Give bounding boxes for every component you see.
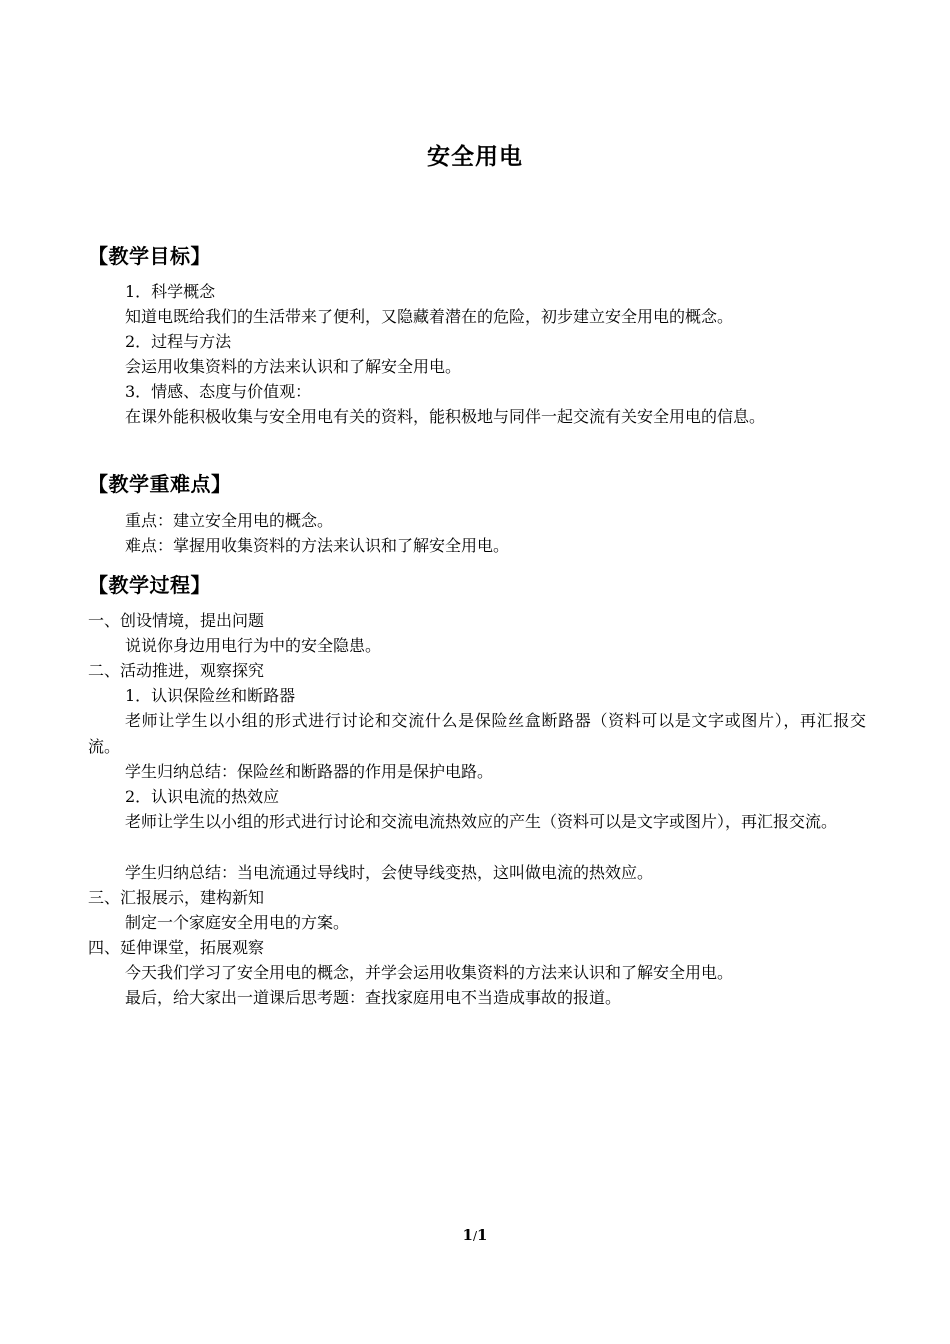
process-step-text: 说说你身边用电行为中的安全隐患。 bbox=[125, 636, 382, 655]
objective-item-heading: 3．情感、态度与价值观： bbox=[125, 382, 312, 401]
process-step-text: 制定一个家庭安全用电的方案。 bbox=[125, 913, 350, 932]
objective-item-text: 知道电既给我们的生活带来了便利，又隐藏着潜在的危险，初步建立安全用电的概念。 bbox=[125, 307, 734, 326]
section-heading-key-points: 【教学重难点】 bbox=[88, 472, 232, 496]
objective-item-text: 在课外能积极收集与安全用电有关的资料，能积极地与同伴一起交流有关安全用电的信息。 bbox=[125, 407, 766, 426]
process-step-heading: 四、延伸课堂，拓展观察 bbox=[88, 938, 265, 957]
process-step-text: 学生归纳总结：当电流通过导线时，会使导线变热，这叫做电流的热效应。 bbox=[125, 863, 654, 882]
objective-item-heading: 2．过程与方法 bbox=[125, 332, 232, 351]
objective-item-heading: 1．科学概念 bbox=[125, 282, 216, 301]
process-substep-heading: 2．认识电流的热效应 bbox=[125, 787, 280, 806]
page-number-separator: / bbox=[472, 1229, 478, 1243]
key-point-item: 难点：掌握用收集资料的方法来认识和了解安全用电。 bbox=[125, 536, 510, 555]
process-step-text: 今天我们学习了安全用电的概念，并学会运用收集资料的方法来认识和了解安全用电。 bbox=[125, 963, 734, 982]
process-step-text: 老师让学生以小组的形式进行讨论和交流电流热效应的产生（资料可以是文字或图片），再汇报交流。 bbox=[125, 812, 838, 831]
document-title: 安全用电 bbox=[427, 143, 523, 170]
process-step-text: 老师让学生以小组的形式进行讨论和交流什么是保险丝盒断路器（资料可以是文字或图片），再汇报交流。 bbox=[88, 711, 866, 756]
total-pages-number: 1 bbox=[477, 1226, 488, 1244]
process-step-heading: 一、创设情境，提出问题 bbox=[88, 611, 265, 630]
objective-item-text: 会运用收集资料的方法来认识和了解安全用电。 bbox=[125, 357, 462, 376]
current-page-number: 1 bbox=[462, 1226, 473, 1244]
process-step-text: 最后，给大家出一道课后思考题：查找家庭用电不当造成事故的报道。 bbox=[125, 988, 622, 1007]
key-point-item: 重点：建立安全用电的概念。 bbox=[125, 511, 334, 530]
section-heading-objectives: 【教学目标】 bbox=[88, 244, 211, 268]
process-substep-heading: 1．认识保险丝和断路器 bbox=[125, 686, 296, 705]
section-heading-process: 【教学过程】 bbox=[88, 573, 211, 597]
document-page bbox=[88, 0, 878, 1344]
process-step-heading: 三、汇报展示，建构新知 bbox=[88, 888, 265, 907]
process-step-text: 学生归纳总结：保险丝和断路器的作用是保护电路。 bbox=[125, 762, 494, 781]
process-step-heading: 二、活动推进，观察探究 bbox=[88, 661, 265, 680]
page-number bbox=[0, 1226, 950, 1244]
